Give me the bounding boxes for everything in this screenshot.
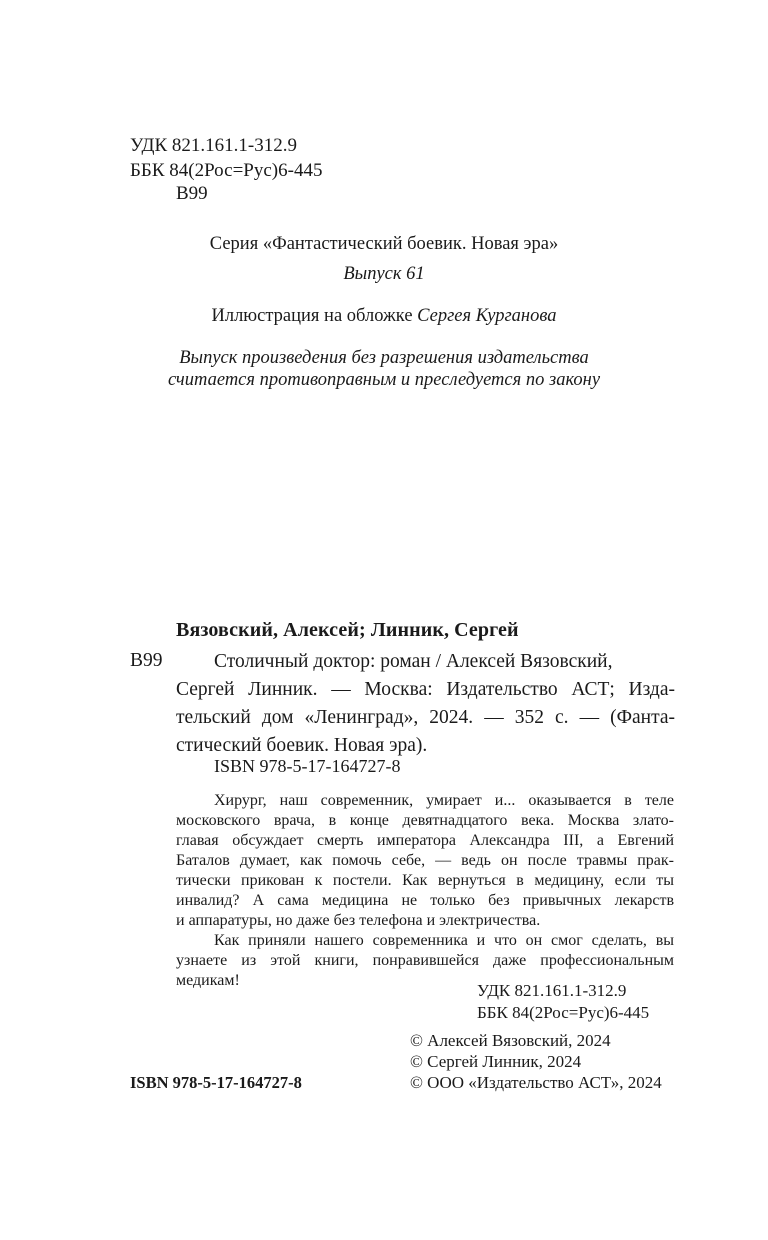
annotation-line: медикам!: [176, 972, 240, 989]
bbk-code-bottom: ББК 84(2Рос=Рус)6-445: [477, 1003, 650, 1022]
udk-code: УДК 821.161.1-312.9: [130, 135, 297, 156]
annotation-line: узнаете из этой книги, понравившейся даже профессиональным: [176, 952, 674, 969]
biblio-line-text: Столичный доктор: роман / Алексей Вязовский,: [214, 651, 613, 672]
biblio-line-text: стический боевик. Новая эра).: [176, 735, 428, 756]
biblio-line: [214, 648, 675, 677]
annotation-line: Как приняли нашего современника и что он смог сделать, вы: [214, 932, 674, 949]
udk-code-bottom: УДК 821.161.1-312.9: [477, 981, 627, 1000]
annotation-line: главая обсуждает смерть императора Александра III, а Евгений: [176, 832, 674, 849]
biblio-line: [176, 704, 675, 733]
illustration-artist: Сергея Курганова: [417, 306, 557, 326]
biblio-line: [176, 676, 675, 705]
warning-line: Выпуск произведения без разрешения издательства: [179, 348, 589, 368]
annotation-line: московского врача, в конце девятнадцатого века. Москва злато-: [176, 812, 674, 829]
copyright-line: © ООО «Издательство АСТ», 2024: [410, 1073, 662, 1092]
isbn-bottom: ISBN 978-5-17-164727-8: [130, 1073, 302, 1092]
biblio-line-text: Сергей Линник. — Москва: Издательство АСТ; Изда-: [176, 679, 675, 700]
bbk-code: ББК 84(2Рос=Рус)6-445: [130, 160, 323, 181]
biblio-authors: Вязовский, Алексей; Линник, Сергей: [176, 619, 519, 641]
biblio-mark: В99: [130, 650, 163, 671]
copyright-line: © Сергей Линник, 2024: [410, 1052, 582, 1071]
annotation-line: Хирург, наш современник, умирает и... оказывается в теле: [214, 792, 674, 809]
annotation-line: тически прикован к постели. Как вернуться в медицину, если ты: [176, 872, 674, 889]
illustration-credit: [0, 306, 768, 327]
annotation-line: Баталов думает, как помочь себе, — ведь он после травмы прак-: [176, 852, 674, 869]
series-issue: Выпуск 61: [343, 264, 425, 284]
author-mark: В99: [176, 183, 208, 204]
warning-line: считается противоправным и преследуется по закону: [167, 370, 601, 390]
biblio-line-text: тельский дом «Ленинград», 2024. — 352 с. — (Фанта-: [176, 707, 675, 728]
annotation-line: инвалид? А сама медицина не только без привычных лекарств: [176, 892, 674, 909]
annotation-line: и аппаратуры, но даже без телефона и электричества.: [176, 912, 541, 929]
series-title: Серия «Фантастический боевик. Новая эра»: [209, 234, 559, 254]
illustration-prefix: Иллюстрация на обложке: [211, 306, 418, 326]
copyright-line: © Алексей Вязовский, 2024: [410, 1031, 611, 1050]
biblio-isbn: ISBN 978-5-17-164727-8: [214, 756, 401, 776]
